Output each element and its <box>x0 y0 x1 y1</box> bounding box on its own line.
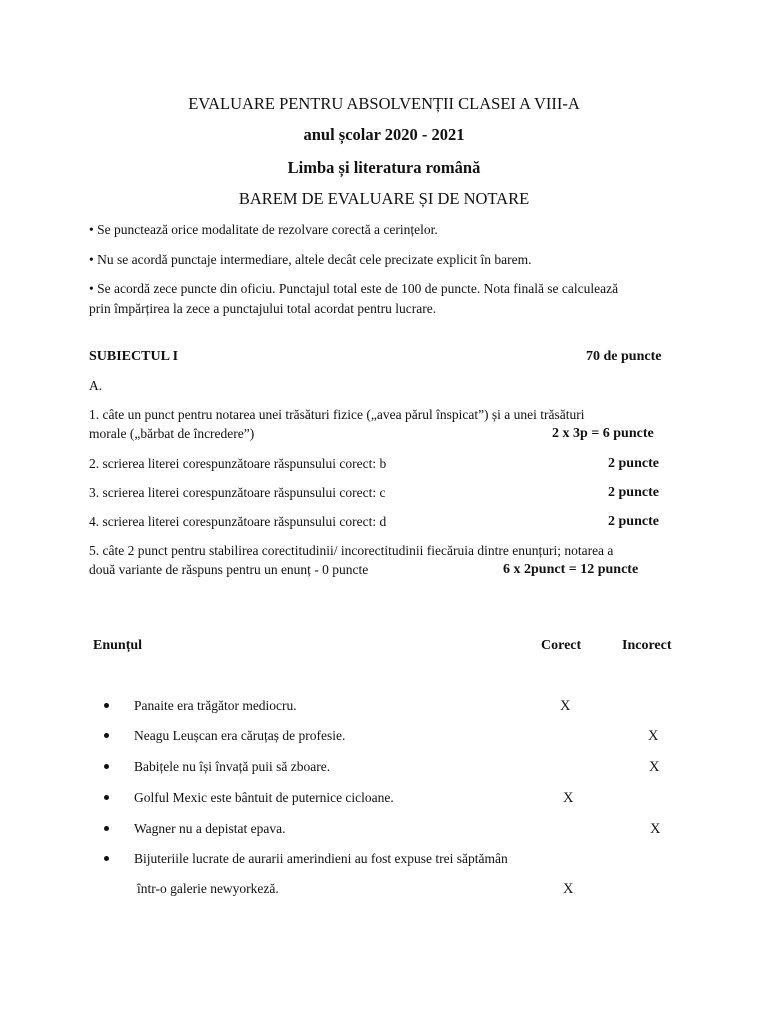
table-header-correct: Corect <box>541 638 582 653</box>
item-1-score: 2 x 3p = 6 puncte <box>552 426 654 441</box>
table-row-6-text: Bijuteriile lucrate de aurarii amerindieni au fost expuse trei săptămân <box>134 851 508 866</box>
rule-3: • Se acordă zece puncte din oficiu. Punctajul total este de 100 de puncte. Nota finală se calculează <box>89 281 619 296</box>
row-2-bullet <box>104 733 109 738</box>
table-header-incorrect: Incorect <box>622 638 672 653</box>
table-row-4-text: Golful Mexic este bântuit de puternice cicloane. <box>134 790 394 805</box>
section-points: 70 de puncte <box>586 349 662 364</box>
row-5-bullet <box>104 826 109 831</box>
item-2-text: 2. scrierea literei corespunzătoare răspunsului corect: b <box>89 456 387 471</box>
table-row-2-incorrect: X <box>648 728 659 744</box>
row-6-bullet <box>104 856 109 861</box>
item-2-score: 2 puncte <box>608 456 659 471</box>
item-3-text: 3. scrierea literei corespunzătoare răspunsului corect: c <box>89 485 386 500</box>
item-4-text: 4. scrierea literei corespunzătoare răspunsului corect: d <box>89 514 387 529</box>
section-part: A. <box>89 378 103 393</box>
section-title: SUBIECTUL I <box>89 349 179 364</box>
barem-title: BAREM DE EVALUARE ȘI DE NOTARE <box>238 189 530 208</box>
table-row-5-incorrect: X <box>650 821 661 837</box>
table-row-1-text: Panaite era trăgător mediocru. <box>134 698 297 713</box>
school-year: anul școlar 2020 - 2021 <box>303 125 465 144</box>
item-5-score: 6 x 2punct = 12 puncte <box>503 562 639 577</box>
item-4-score: 2 puncte <box>608 514 659 529</box>
item-1-line-2: morale („bărbat de încredere”) <box>89 426 255 441</box>
rule-3-continued: prin împărțirea la zece a punctajului total acordat pentru lucrare. <box>89 301 437 316</box>
table-row-5-text: Wagner nu a depistat epava. <box>134 821 286 836</box>
document-title: EVALUARE PENTRU ABSOLVENȚII CLASEI A VIII-A <box>188 94 580 113</box>
item-1-line-1: 1. câte un punct pentru notarea unei trăsături fizice („avea părul înspicat”) și a unei trăsături <box>89 407 585 422</box>
item-5-line-2: două variante de răspuns pentru un enunț - 0 puncte <box>89 562 369 577</box>
table-row-3-text: Babițele nu își învață puii să zboare. <box>134 759 331 774</box>
table-row-4-correct: X <box>563 790 574 806</box>
table-header-statement: Enunțul <box>93 638 143 653</box>
item-5-line-1: 5. câte 2 punct pentru stabilirea corectitudinii/ incorectitudinii fiecăruia dintre enunțuri; notarea a <box>89 543 614 558</box>
rule-1: • Se punctează orice modalitate de rezolvare corectă a cerințelor. <box>89 222 438 237</box>
table-row-3-incorrect: X <box>649 759 660 775</box>
rule-2: • Nu se acordă punctaje intermediare, altele decât cele precizate explicit în barem. <box>89 252 532 267</box>
subject-title: Limba și literatura română <box>287 158 481 177</box>
table-row-2-text: Neagu Leușcan era căruțaș de profesie. <box>134 728 346 743</box>
row-4-bullet <box>104 795 109 800</box>
table-row-1-correct: X <box>560 698 571 714</box>
row-3-bullet <box>104 764 109 769</box>
table-row-6-correct: X <box>563 881 574 897</box>
item-3-score: 2 puncte <box>608 485 659 500</box>
table-row-6-text-continued: într-o galerie newyorkeză. <box>137 881 279 896</box>
row-1-bullet <box>104 703 109 708</box>
